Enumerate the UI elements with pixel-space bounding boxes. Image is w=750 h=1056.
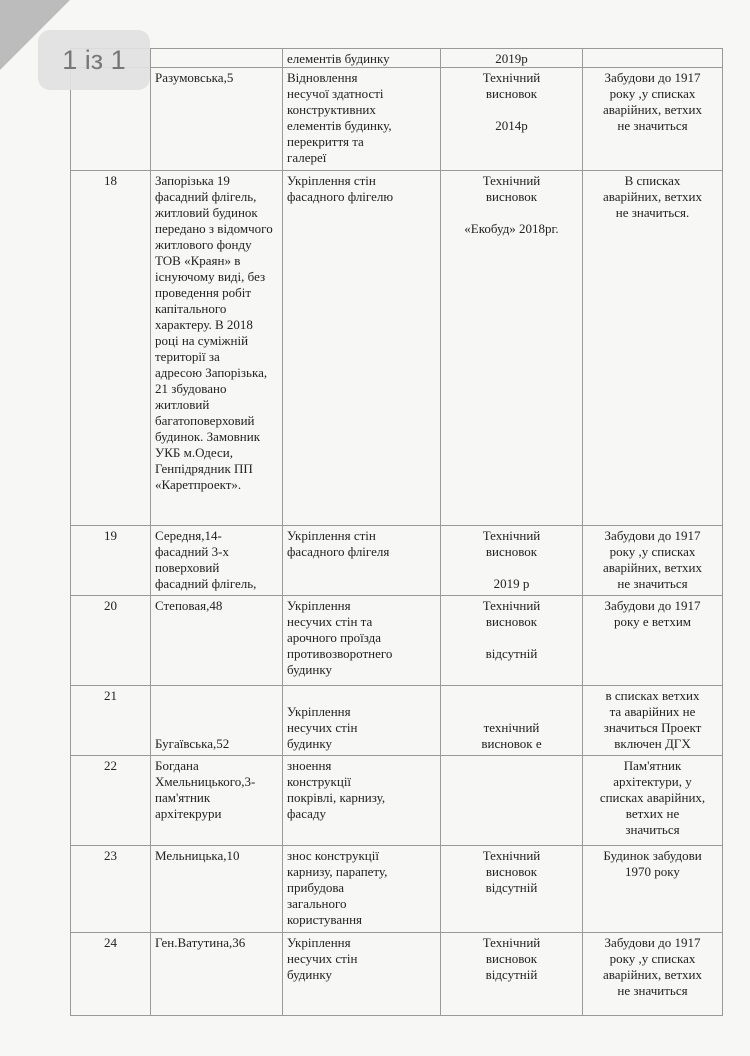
works-cell: Відновлення несучої здатності конструктивних елементів будинку, перекриття та галереї <box>282 67 441 171</box>
address-cell: Мельницька,10 <box>150 845 283 933</box>
status-cell: В списках аварійних, ветхих не значиться. <box>582 170 723 526</box>
conclusion-cell: Технічний висновок відсутній <box>440 595 583 686</box>
page-indicator: 1 із 1 <box>38 30 150 90</box>
conclusion-cell: Технічний висновок відсутній <box>440 845 583 933</box>
address-cell: Разумовська,5 <box>150 67 283 171</box>
status-cell: Будинок забудови 1970 року <box>582 845 723 933</box>
works-cell: Укріплення несучих стін та арочного проїзда противозворотнего будинку <box>282 595 441 686</box>
status-cell: Забудови до 1917 року е ветхим <box>582 595 723 686</box>
address-cell: Богдана Хмельницького,3- пам'ятник архітекрури <box>150 755 283 846</box>
works-cell: Укріплення стін фасадного флігеля <box>282 525 441 596</box>
address-cell: Степовая,48 <box>150 595 283 686</box>
works-cell: Укріплення стін фасадного флігелю <box>282 170 441 526</box>
address-cell: Ген.Ватутина,36 <box>150 932 283 1016</box>
row-number: 22 <box>70 755 151 846</box>
works-cell: Укріплення несучих стін будинку <box>282 685 441 756</box>
status-cell: в списках ветхих та аварійних не значиться Проект включен ДГХ <box>582 685 723 756</box>
works-cell: Укріплення несучих стін будинку <box>282 932 441 1016</box>
status-cell: Забудови до 1917 року ,у списках аварійних, ветхих не значиться <box>582 67 723 171</box>
row-number: 23 <box>70 845 151 933</box>
conclusion-cell: Технічний висновок 2014р <box>440 67 583 171</box>
works-cell: зноення конструкції покрівлі, карнизу, фасаду <box>282 755 441 846</box>
works-cell: знос конструкції карнизу, парапету, прибудова загального користування <box>282 845 441 933</box>
conclusion-cell <box>440 755 583 846</box>
row-number: 19 <box>70 525 151 596</box>
status-cell: Пам'ятник архітектури, у списках аварійних, ветхих не значиться <box>582 755 723 846</box>
address-cell: Запорізька 19 фасадний флігель, житловий будинок передано з відомчого житлового фонду ТОВ «Краян» в існуючому виді, без проведення робіт капітального характеру. В 2018 році на суміжній території за адресою Запорізька, 21 збудовано житловий багатоповерховий будинок. Замовник УКБ м.Одеси, Генпідрядник ПП «Каретпроект». <box>150 170 283 526</box>
conclusion-cell: Технічний висновок відсутній <box>440 932 583 1016</box>
conclusion-cell: Технічний висновок «Екобуд» 2018рг. <box>440 170 583 526</box>
conclusion-cell: Технічний висновок 2019 р <box>440 525 583 596</box>
status-cell: Забудови до 1917 року ,у списках аварійних, ветхих не значиться <box>582 932 723 1016</box>
row-number: 21 <box>70 685 151 756</box>
row-number: 18 <box>70 170 151 526</box>
row-number: 24 <box>70 932 151 1016</box>
row-number: 20 <box>70 595 151 686</box>
status-cell: Забудови до 1917 року ,у списках аварійних, ветхих не значиться <box>582 525 723 596</box>
address-cell: Середня,14- фасадний 3-х поверховий фасадний флігель, <box>150 525 283 596</box>
continuation-status <box>582 48 723 68</box>
address-cell: Бугаївська,52 <box>150 685 283 756</box>
continuation-address <box>150 48 283 68</box>
conclusion-cell: технічний висновок е <box>440 685 583 756</box>
continuation-conclusion: 2019р <box>440 48 583 68</box>
continuation-works: елементів будинку <box>282 48 441 68</box>
